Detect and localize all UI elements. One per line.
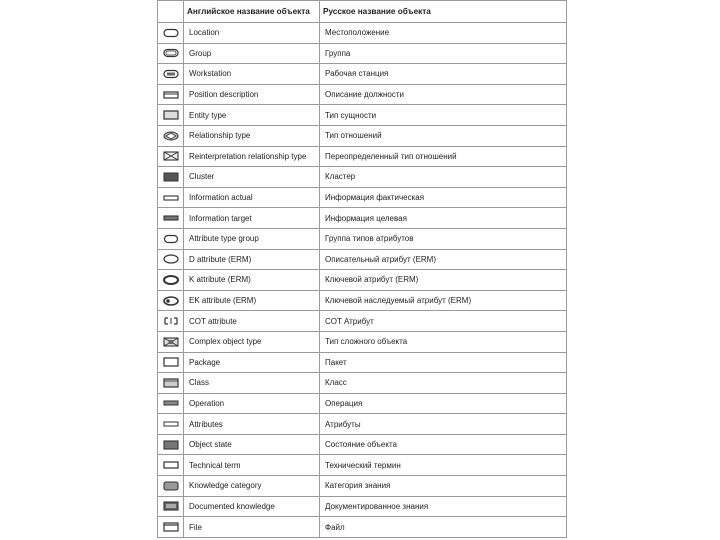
file-icon xyxy=(158,517,184,538)
table-row xyxy=(158,373,567,394)
table-row xyxy=(158,105,567,126)
english-name: Location xyxy=(184,23,320,44)
class-icon xyxy=(158,373,184,394)
table-row xyxy=(158,496,567,517)
complex-object-type-icon xyxy=(158,331,184,352)
english-name: Cluster xyxy=(184,167,320,188)
table-row xyxy=(158,228,567,249)
english-name: Class xyxy=(184,373,320,394)
russian-name: Группа типов атрибутов xyxy=(320,228,567,249)
english-name: Group xyxy=(184,43,320,64)
ek-attribute-icon xyxy=(158,290,184,311)
english-name: Object state xyxy=(184,434,320,455)
russian-name: Категория знания xyxy=(320,476,567,497)
english-name: Technical term xyxy=(184,455,320,476)
russian-name: Местоположение xyxy=(320,23,567,44)
english-name: Reinterpretation relationship type xyxy=(184,146,320,167)
cot-attribute-icon xyxy=(158,311,184,332)
english-name: File xyxy=(184,517,320,538)
russian-name: Информация целевая xyxy=(320,208,567,229)
english-name: Complex object type xyxy=(184,331,320,352)
russian-name: Операция xyxy=(320,393,567,414)
information-actual-icon xyxy=(158,187,184,208)
table-row xyxy=(158,64,567,85)
table-row xyxy=(158,208,567,229)
documented-knowledge-icon xyxy=(158,496,184,517)
russian-name: Ключевой атрибут (ERM) xyxy=(320,270,567,291)
table-row xyxy=(158,270,567,291)
information-target-icon xyxy=(158,208,184,229)
russian-name: Описание должности xyxy=(320,84,567,105)
group-icon xyxy=(158,43,184,64)
attribute-type-group-icon xyxy=(158,228,184,249)
location-icon xyxy=(158,23,184,44)
english-name-header: Английское название объекта xyxy=(184,1,320,23)
operation-icon xyxy=(158,393,184,414)
table-row xyxy=(158,434,567,455)
table-row xyxy=(158,125,567,146)
russian-name: Атрибуты xyxy=(320,414,567,435)
english-name: Position description xyxy=(184,84,320,105)
table-row xyxy=(158,393,567,414)
russian-name: Описательный атрибут (ERM) xyxy=(320,249,567,270)
english-name: Attribute type group xyxy=(184,228,320,249)
cluster-icon xyxy=(158,167,184,188)
knowledge-category-icon xyxy=(158,476,184,497)
english-name: Attributes xyxy=(184,414,320,435)
russian-name: Состояние объекта xyxy=(320,434,567,455)
object-state-icon xyxy=(158,434,184,455)
table-row xyxy=(158,311,567,332)
entity-type-icon xyxy=(158,105,184,126)
table-header-row xyxy=(158,1,567,23)
workstation-icon xyxy=(158,64,184,85)
table-row xyxy=(158,249,567,270)
russian-name: Тип сложного объекта xyxy=(320,331,567,352)
russian-name: Тип отношений xyxy=(320,125,567,146)
russian-name: Класс xyxy=(320,373,567,394)
attributes-icon xyxy=(158,414,184,435)
russian-name: Документированное знания xyxy=(320,496,567,517)
english-name: EK attribute (ERM) xyxy=(184,290,320,311)
english-name: COT attribute xyxy=(184,311,320,332)
icon-column-header xyxy=(158,1,184,23)
english-name: Workstation xyxy=(184,64,320,85)
reinterpretation-relationship-type-icon xyxy=(158,146,184,167)
russian-name-header: Русское название объекта xyxy=(320,1,567,23)
table-row xyxy=(158,476,567,497)
object-names-table xyxy=(157,0,567,538)
table-row xyxy=(158,167,567,188)
english-name: Operation xyxy=(184,393,320,414)
russian-name: Переопределенный тип отношений xyxy=(320,146,567,167)
english-name: Entity type xyxy=(184,105,320,126)
table-row xyxy=(158,455,567,476)
table-row xyxy=(158,414,567,435)
english-name: K attribute (ERM) xyxy=(184,270,320,291)
technical-term-icon xyxy=(158,455,184,476)
russian-name: COT Атрибут xyxy=(320,311,567,332)
english-name: Documented knowledge xyxy=(184,496,320,517)
table-row xyxy=(158,146,567,167)
russian-name: Группа xyxy=(320,43,567,64)
table-row xyxy=(158,23,567,44)
d-attribute-icon xyxy=(158,249,184,270)
relationship-type-icon xyxy=(158,125,184,146)
english-name: Information actual xyxy=(184,187,320,208)
table-row xyxy=(158,290,567,311)
table-row xyxy=(158,331,567,352)
russian-name: Файл xyxy=(320,517,567,538)
russian-name: Кластер xyxy=(320,167,567,188)
english-name: Knowledge category xyxy=(184,476,320,497)
russian-name: Пакет xyxy=(320,352,567,373)
table-row xyxy=(158,517,567,538)
table-row xyxy=(158,43,567,64)
russian-name: Технический термин xyxy=(320,455,567,476)
table-row xyxy=(158,187,567,208)
russian-name: Ключевой наследуемый атрибут (ERM) xyxy=(320,290,567,311)
english-name: Information target xyxy=(184,208,320,229)
russian-name: Информация фактическая xyxy=(320,187,567,208)
table-row xyxy=(158,84,567,105)
russian-name: Тип сущности xyxy=(320,105,567,126)
english-name: Relationship type xyxy=(184,125,320,146)
table-row xyxy=(158,352,567,373)
package-icon xyxy=(158,352,184,373)
english-name: Package xyxy=(184,352,320,373)
k-attribute-icon xyxy=(158,270,184,291)
position-description-icon xyxy=(158,84,184,105)
russian-name: Рабочая станция xyxy=(320,64,567,85)
english-name: D attribute (ERM) xyxy=(184,249,320,270)
